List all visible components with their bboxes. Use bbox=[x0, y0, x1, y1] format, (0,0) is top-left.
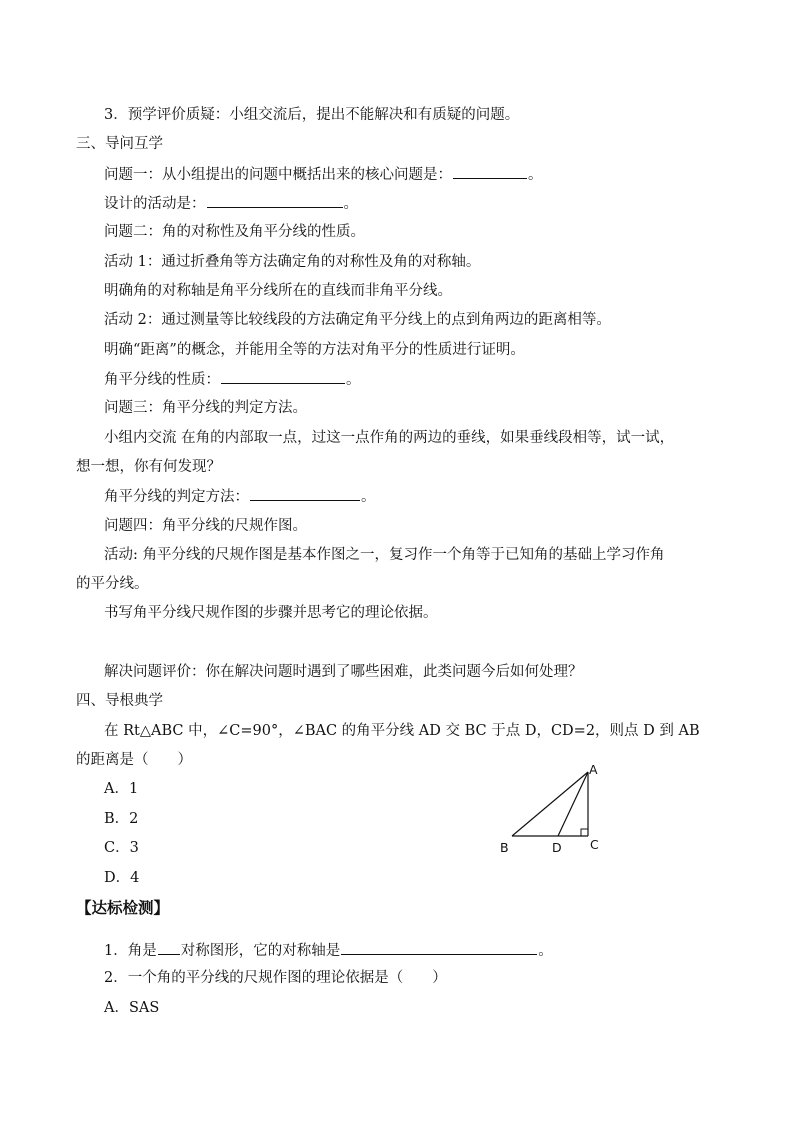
question-text: 对称图形，它的对称轴是 bbox=[180, 943, 341, 959]
answer-blank[interactable] bbox=[221, 369, 345, 384]
text-line: 的距离是（ ） bbox=[76, 752, 192, 768]
text-line: 的平分线。 bbox=[76, 576, 149, 592]
option-a: A．1 bbox=[104, 781, 139, 797]
answer-blank[interactable] bbox=[453, 164, 527, 179]
question-text: 问题一：从小组提出的问题中概括出来的核心问题是： bbox=[104, 167, 452, 183]
option-d: D．4 bbox=[104, 870, 140, 886]
label-b: B bbox=[500, 840, 509, 855]
text-line bbox=[104, 193, 358, 214]
answer-blank[interactable] bbox=[207, 193, 343, 208]
text-line bbox=[104, 486, 376, 507]
segment-ad bbox=[558, 772, 588, 836]
text-line: 2．一个角的平分线的尺规作图的理论依据是（ ） bbox=[104, 970, 447, 986]
text-line: 活动: 角平分线的尺规作图是基本作图之一，复习作一个角等于已知角的基础上学习作角 bbox=[104, 547, 665, 563]
answer-blank[interactable] bbox=[158, 940, 180, 955]
text-line: 活动 2：通过测量等比较线段的方法确定角平分线上的点到角两边的距离相等。 bbox=[104, 312, 611, 328]
text-line: 3．预学评价质疑：小组交流后，提出不能解决和有质疑的问题。 bbox=[104, 107, 520, 123]
punctuation: 。 bbox=[343, 196, 358, 212]
text-line: 明确角的对称轴是角平分线所在的直线而非角平分线。 bbox=[104, 283, 452, 299]
text-line: 想一想，你有何发现？ bbox=[76, 459, 221, 475]
triangle-figure bbox=[496, 760, 616, 860]
question-text: 角平分线的性质： bbox=[104, 372, 220, 388]
text-line bbox=[104, 940, 553, 961]
text-line: 活动 1：通过折叠角等方法确定角的对称性及角的对称轴。 bbox=[104, 254, 481, 270]
section-heading: 四、导根典学 bbox=[76, 693, 163, 709]
text-line: 书写角平分线尺规作图的步骤并思考它的理论依据。 bbox=[104, 605, 438, 621]
text-line: 问题三：角平分线的判定方法。 bbox=[104, 400, 307, 416]
text-line bbox=[104, 369, 361, 390]
option-b: B．2 bbox=[104, 811, 139, 827]
section-title: 【达标检测】 bbox=[76, 898, 170, 917]
question-text: 1．角是 bbox=[104, 943, 157, 959]
text-line bbox=[104, 164, 543, 185]
label-d: D bbox=[552, 840, 562, 855]
text-line: 问题四：角平分线的尺规作图。 bbox=[104, 518, 307, 534]
label-c: C bbox=[590, 837, 599, 852]
section-heading: 三、导问互学 bbox=[76, 136, 163, 152]
text-line: 问题二：角的对称性及角平分线的性质。 bbox=[104, 224, 365, 240]
option-c: C．3 bbox=[104, 840, 139, 856]
segment-ab bbox=[512, 772, 588, 836]
punctuation: 。 bbox=[361, 489, 376, 505]
text-line: 解决问题评价：你在解决问题时遇到了哪些困难，此类问题今后如何处理？ bbox=[104, 664, 583, 680]
text-line: 小组内交流 在角的内部取一点，过这一点作角的两边的垂线，如果垂线段相等，试一试， bbox=[104, 430, 675, 446]
answer-blank[interactable] bbox=[250, 486, 360, 501]
question-text: 角平分线的判定方法： bbox=[104, 489, 249, 505]
text-line: 在 Rt△ABC 中，∠C=90°，∠BAC 的角平分线 AD 交 BC 于点 D，CD=2，则点 D 到 AB bbox=[104, 723, 700, 739]
right-angle-mark bbox=[581, 829, 588, 836]
text-line: 明确“距离”的概念，并能用全等的方法对角平分的性质进行证明。 bbox=[104, 342, 525, 358]
option-a: A．SAS bbox=[104, 1000, 160, 1016]
punctuation: 。 bbox=[346, 372, 361, 388]
punctuation: 。 bbox=[528, 167, 543, 183]
label-a: A bbox=[589, 762, 598, 777]
answer-blank[interactable] bbox=[341, 940, 537, 955]
punctuation: 。 bbox=[538, 943, 553, 959]
question-text: 设计的活动是： bbox=[104, 196, 206, 212]
